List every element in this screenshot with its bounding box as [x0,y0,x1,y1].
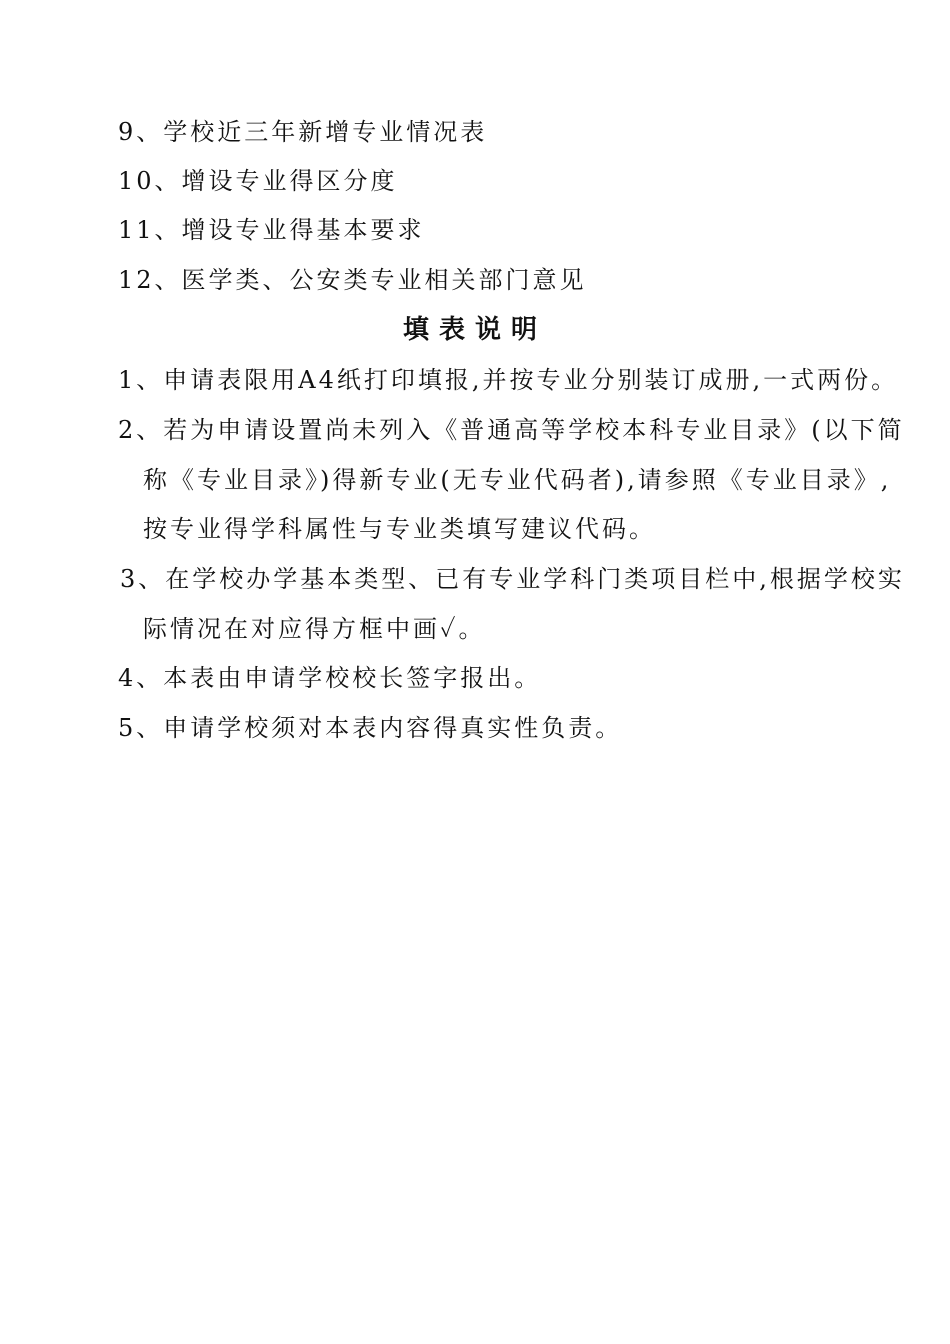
instruction-1: 1、申请表限用A4纸打印填报,并按专业分别装订成册,一式两份。 [118,366,899,394]
instruction-2-continued-2: 按专业得学科属性与专业类填写建议代码。 [143,515,656,543]
instruction-3-continued: 际情况在对应得方框中画✓。 [143,615,486,643]
instruction-3: 3、在学校办学基本类型、已有专业学科门类项目栏中,根据学校实 [120,565,905,593]
section-title: 填表说明 [402,315,547,345]
instruction-2: 2、若为申请设置尚未列入《普通高等学校本科专业目录》(以下简 [118,416,905,444]
attachment-item-9: 9、学校近三年新增专业情况表 [118,118,488,146]
instruction-2-continued: 称《专业目录》)得新专业(无专业代码者),请参照《专业目录》, [143,466,892,494]
instruction-5: 5、申请学校须对本表内容得真实性负责。 [118,714,623,742]
attachment-item-10: 10、增设专业得区分度 [118,167,398,195]
attachment-item-11: 11、增设专业得基本要求 [118,216,425,244]
attachment-item-12: 12、医学类、公安类专业相关部门意见 [118,266,587,294]
instruction-4: 4、本表由申请学校校长签字报出。 [118,664,542,692]
